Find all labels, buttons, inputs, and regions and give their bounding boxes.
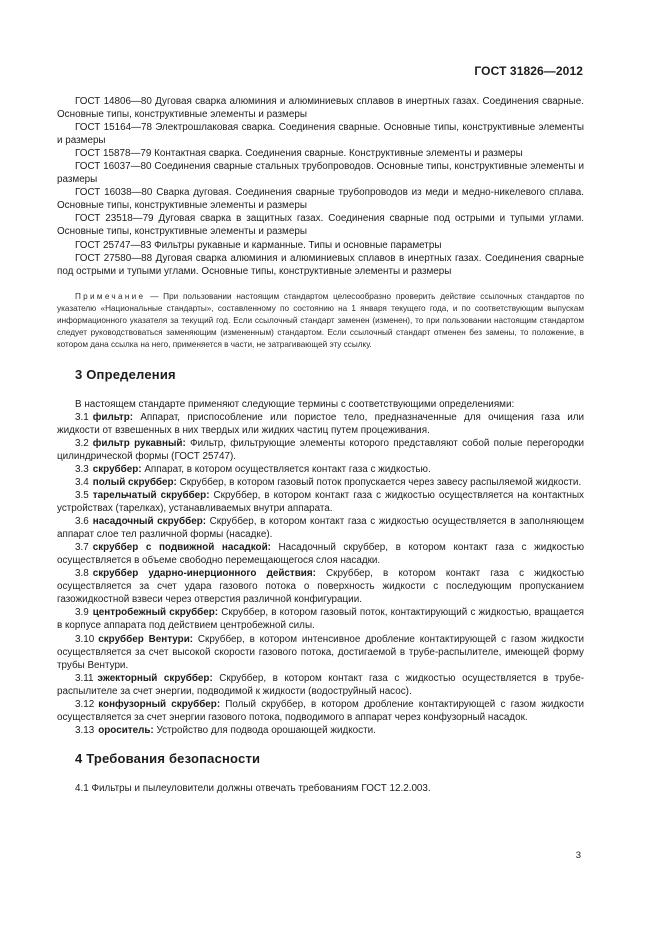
document-body bbox=[57, 95, 584, 795]
safety-requirement-paragraph: 4.1 Фильтры и пылеуловители должны отвечать требованиям ГОСТ 12.2.003. bbox=[75, 782, 431, 794]
definition-text: Устройство для подвода орошающей жидкости. bbox=[153, 724, 376, 736]
definition-text: Скруббер, в котором интенсивное дробление контактирующей с газом жидкости осуществляется за счет высокой скорости газового потока, достигаемой в трубе-распылителе, имеющей форму трубы Вентури. bbox=[57, 633, 584, 671]
reference-item: ГОСТ 27580—88 Дуговая сварка алюминия и алюминиевых сплавов в инертных газах. Соединения сварные под острыми и тупыми углами. Основные типы, конструктивные элементы и размеры bbox=[57, 252, 584, 277]
definition-item bbox=[57, 411, 584, 437]
definition-number: 3.2 bbox=[75, 437, 89, 449]
definition-number: 3.3 bbox=[75, 463, 89, 475]
normative-references-list bbox=[57, 95, 584, 278]
definition-term: центробежный скруббер: bbox=[92, 607, 219, 619]
definitions-list bbox=[57, 411, 584, 737]
definition-term: эжекторный скруббер: bbox=[97, 672, 213, 684]
definition-item bbox=[57, 672, 584, 698]
definition-item bbox=[57, 606, 584, 632]
definition-number: 3.9 bbox=[75, 607, 89, 619]
reference-item: ГОСТ 25747—83 Фильтры рукавные и карманные. Типы и основные параметры bbox=[75, 239, 442, 251]
definition-item bbox=[57, 698, 584, 724]
definition-text: Скруббер, в котором контакт газа с жидкостью осуществляется на контактных устройствах (тарелках), устанавливаемых внутри аппарата. bbox=[57, 490, 584, 515]
definition-term: конфузорный скруббер: bbox=[98, 698, 221, 710]
definition-term: скруббер ударно-инерционного действия: bbox=[92, 568, 316, 580]
reference-item: ГОСТ 15878—79 Контактная сварка. Соединения сварные. Конструктивные элементы и размеры bbox=[75, 148, 523, 160]
definition-text: Скруббер, в котором контакт газа с жидкостью осуществляется за счет удара газового потока о поверхность жидкости с последующим пропусканием газожидкостной взвеси через отверстия различной конфигурации. bbox=[57, 568, 585, 606]
definition-text: Насадочный скруббер, в котором контакт газа с жидкостью осуществляется в объеме свободно перемещающегося слоя насадки. bbox=[57, 542, 584, 567]
definition-text: Полый скруббер, в котором дробление контактирующей с газом жидкости осуществляется за счет энергии газового потока, подводимого в аппарат через конфузорный насадок. bbox=[57, 698, 584, 723]
definition-term: скруббер Вентури: bbox=[98, 633, 194, 645]
definition-number: 3.7 bbox=[75, 542, 89, 554]
definition-number: 3.6 bbox=[75, 516, 89, 528]
definition-term: полый скруббер: bbox=[92, 476, 177, 488]
definition-term: ороситель: bbox=[98, 724, 154, 736]
definition-item bbox=[57, 489, 584, 515]
definition-text: Скруббер, в котором контакт газа с жидкостью осуществляется в трубе-распылителе за счет энергии, подводимой к жидкости (водоструйный насос). bbox=[57, 672, 585, 697]
definition-text: Скруббер, в котором газовый поток пропускается через завесу распыляемой жидкости. bbox=[176, 476, 582, 488]
note-text: — При пользовании настоящим стандартом целесообразно проверить действие ссылочных стандартов по указателю «Национальные стандарты», составленному по состоянию на 1 января текущего года, и по соответствующим выпускам информационного указателя за текущий год. Если ссылочный стандарт заменен (изменен), то при пользовании настоящим стандартом следует руководствоваться заменяющим (измененным) стандартом. Если ссылочный стандарт отменен без замены, то положение, в котором дана ссылка на него, применяется в части, не затрагивающей эту ссылку. bbox=[57, 291, 584, 350]
definition-number: 3.1 bbox=[75, 411, 89, 423]
definition-number: 3.11 bbox=[75, 672, 94, 684]
definitions-intro: В настоящем стандарте применяют следующие термины с соответствующими определениями: bbox=[75, 398, 515, 410]
standard-code-header: ГОСТ 31826—2012 bbox=[474, 64, 583, 78]
definition-number: 3.12 bbox=[75, 698, 95, 710]
definition-number: 3.8 bbox=[75, 568, 89, 580]
definition-number: 3.5 bbox=[75, 490, 89, 501]
reference-item: ГОСТ 23518—79 Дуговая сварка в защитных газах. Соединения сварные под острыми и тупыми углами. Основные типы, конструктивные элементы и размеры bbox=[57, 213, 584, 238]
definition-item bbox=[57, 463, 584, 476]
definition-item bbox=[57, 476, 584, 489]
reference-item: ГОСТ 16037—80 Соединения сварные стальных трубопроводов. Основные типы, конструктивные элементы и размеры bbox=[57, 161, 584, 186]
reference-item: ГОСТ 14806—80 Дуговая сварка алюминия и алюминиевых сплавов в инертных газах. Соединения сварные. Основные типы, конструктивные элементы и размеры bbox=[57, 96, 584, 121]
definition-item bbox=[57, 567, 584, 606]
references-note bbox=[57, 291, 584, 352]
definition-text: Фильтр, фильтрующие элементы которого представляют собой полые перегородки цилиндрической формы (ГОСТ 25747). bbox=[57, 437, 584, 462]
definition-term: тарельчатый скруббер: bbox=[92, 490, 210, 501]
definition-text: Аппарат, приспособление или пористое тело, предназначенные для очищения газа или жидкости от взвешенных в них твердых или жидких частиц путем процеживания. bbox=[57, 411, 584, 436]
definition-term: скруббер: bbox=[92, 463, 142, 475]
definition-term: насадочный скруббер: bbox=[92, 516, 207, 528]
note-label: Примечание bbox=[75, 291, 146, 301]
definition-number: 3.10 bbox=[75, 633, 95, 645]
definition-text: Скруббер, в котором газовый поток, контактирующий с жидкостью, вращается в корпусе аппарата под действием центробежной силы. bbox=[57, 607, 584, 632]
definition-item bbox=[57, 724, 584, 737]
definition-term: фильтр рукавный: bbox=[92, 437, 186, 449]
definition-term: фильтр: bbox=[92, 411, 134, 423]
definition-number: 3.13 bbox=[75, 724, 95, 736]
definition-item bbox=[57, 515, 584, 541]
reference-item: ГОСТ 15164—78 Электрошлаковая сварка. Соединения сварные. Основные типы, конструктивные элементы и размеры bbox=[57, 122, 584, 147]
definition-number: 3.4 bbox=[75, 476, 89, 488]
reference-item: ГОСТ 16038—80 Сварка дуговая. Соединения сварные трубопроводов из меди и медно-никелевого сплава. Основные типы, конструктивные элементы и размеры bbox=[57, 187, 584, 212]
page-number: 3 bbox=[575, 850, 581, 861]
definition-text: Скруббер, в котором контакт газа с жидкостью осуществляется в заполняющем аппарат слое тел различной формы (насадке). bbox=[57, 516, 585, 541]
definition-item bbox=[57, 437, 584, 463]
definition-item bbox=[57, 633, 584, 672]
section-3-heading: 3 Определения bbox=[75, 366, 176, 382]
definition-item bbox=[57, 541, 584, 567]
section-4-heading: 4 Требования безопасности bbox=[75, 750, 261, 766]
definition-text: Аппарат, в котором осуществляется контакт газа с жидкостью. bbox=[141, 463, 431, 475]
definition-term: скруббер с подвижной насадкой: bbox=[92, 542, 271, 554]
